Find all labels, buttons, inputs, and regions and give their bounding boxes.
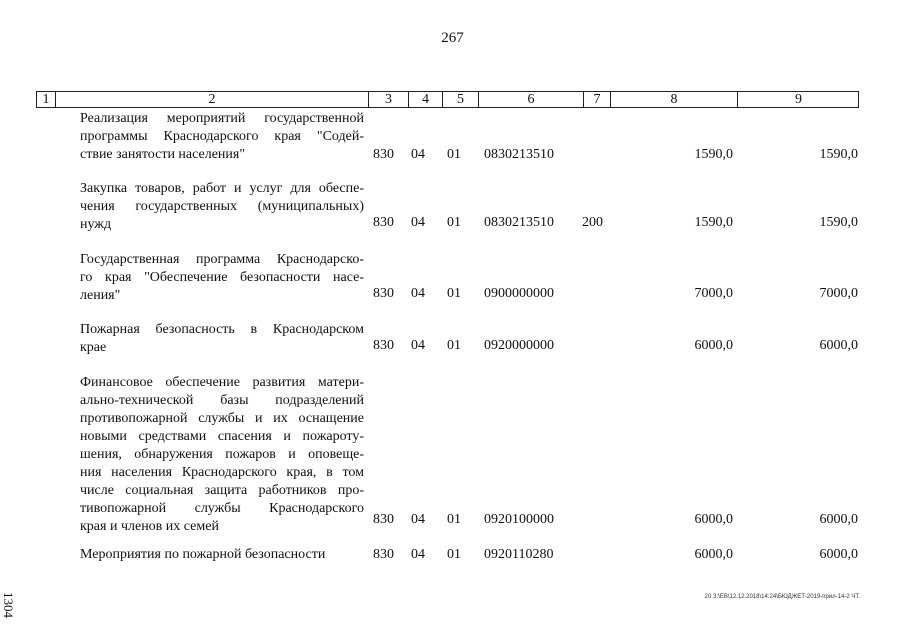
cell-target-article: 0920110280 xyxy=(484,547,554,562)
description-line: программы Краснодарского края "Содей- xyxy=(80,129,364,144)
cell-subsection-code: 01 xyxy=(447,215,461,230)
cell-amount-2: 1590,0 xyxy=(819,147,858,162)
description-line: шения, обнаружения пожаров и оповеще- xyxy=(80,447,364,462)
description-line: чения государственных (муниципальных) xyxy=(80,199,364,214)
cell-amount-2: 6000,0 xyxy=(819,512,858,527)
description-line: числе социальная защита работников про- xyxy=(80,483,364,498)
cell-ministry-code: 830 xyxy=(373,512,394,527)
cell-amount-2: 1590,0 xyxy=(819,215,858,230)
cell-target-article: 0830213510 xyxy=(484,215,554,230)
cell-amount-2: 7000,0 xyxy=(819,286,858,301)
cell-amount-1: 1590,0 xyxy=(694,215,733,230)
row-description xyxy=(80,110,364,164)
description-line: Мероприятия по пожарной безопасности xyxy=(80,547,326,562)
cell-section-code: 04 xyxy=(411,215,425,230)
description-line: Финансовое обеспечение развития матери- xyxy=(80,375,364,390)
side-page-number: 1304 xyxy=(1,592,16,618)
description-line: ления" xyxy=(80,288,121,303)
cell-ministry-code: 830 xyxy=(373,338,394,353)
cell-section-code: 04 xyxy=(411,286,425,301)
header-col-9: 9 xyxy=(795,92,802,107)
header-col-7: 7 xyxy=(593,92,601,107)
header-col-4: 4 xyxy=(422,92,429,107)
row-description xyxy=(80,546,364,564)
description-line: тивопожарной службы Краснодарского xyxy=(80,501,364,516)
row-description xyxy=(80,180,364,234)
cell-subsection-code: 01 xyxy=(447,286,461,301)
cell-section-code: 04 xyxy=(411,512,425,527)
cell-ministry-code: 830 xyxy=(373,147,394,162)
page-number: 267 xyxy=(441,30,464,46)
cell-target-article: 0920100000 xyxy=(484,512,554,527)
cell-subsection-code: 01 xyxy=(447,547,461,562)
description-line: противопожарной службы и их оснащение xyxy=(80,411,364,426)
description-line: ально-технической базы подразделений xyxy=(80,393,364,408)
cell-section-code: 04 xyxy=(411,338,425,353)
cell-subsection-code: 01 xyxy=(447,338,461,353)
cell-subsection-code: 01 xyxy=(447,147,461,162)
header-col-5: 5 xyxy=(457,92,464,107)
description-line: новыми средствами спасения и пожароту- xyxy=(80,429,364,444)
row-description xyxy=(80,321,364,357)
table-header xyxy=(36,91,859,108)
row-description xyxy=(80,374,364,536)
header-col-2: 2 xyxy=(208,92,216,107)
header-col-3: 3 xyxy=(385,92,392,107)
cell-target-article: 0900000000 xyxy=(484,286,554,301)
cell-expense-type: 200 xyxy=(582,215,603,230)
description-line: крае xyxy=(80,340,107,355)
cell-section-code: 04 xyxy=(411,547,425,562)
cell-amount-1: 6000,0 xyxy=(694,338,733,353)
cell-target-article: 0830213510 xyxy=(484,147,554,162)
description-line: Реализация мероприятий государственной xyxy=(80,111,364,126)
row-description xyxy=(80,251,364,305)
footer-document-code: 20 З:\ЕВ\12.12.2018\14:24\БЮДЖЕТ-2019-прил-14-2 ЧТ. xyxy=(704,594,860,600)
header-col-6: 6 xyxy=(527,92,535,107)
description-line: го края "Обеспечение безопасности насе- xyxy=(80,270,364,285)
cell-amount-1: 6000,0 xyxy=(694,512,733,527)
cell-ministry-code: 830 xyxy=(373,286,394,301)
header-col-1: 1 xyxy=(42,92,50,107)
description-line: края и членов их семей xyxy=(80,519,219,534)
description-line: ствие занятости населения" xyxy=(80,147,246,162)
cell-section-code: 04 xyxy=(411,147,425,162)
description-line: ния населения Краснодарского края, в том xyxy=(80,465,364,480)
cell-amount-1: 1590,0 xyxy=(694,147,733,162)
cell-amount-1: 6000,0 xyxy=(694,547,733,562)
cell-ministry-code: 830 xyxy=(373,547,394,562)
description-line: Государственная программа Краснодарско- xyxy=(80,252,364,267)
cell-amount-2: 6000,0 xyxy=(819,338,858,353)
cell-subsection-code: 01 xyxy=(447,512,461,527)
cell-ministry-code: 830 xyxy=(373,215,394,230)
cell-amount-2: 6000,0 xyxy=(819,547,858,562)
cell-amount-1: 7000,0 xyxy=(694,286,733,301)
description-line: Пожарная безопасность в Краснодарском xyxy=(80,322,364,337)
description-line: Закупка товаров, работ и услуг для обеспе- xyxy=(80,181,364,196)
description-line: нужд xyxy=(80,217,112,232)
header-col-8: 8 xyxy=(670,92,678,107)
cell-target-article: 0920000000 xyxy=(484,338,554,353)
